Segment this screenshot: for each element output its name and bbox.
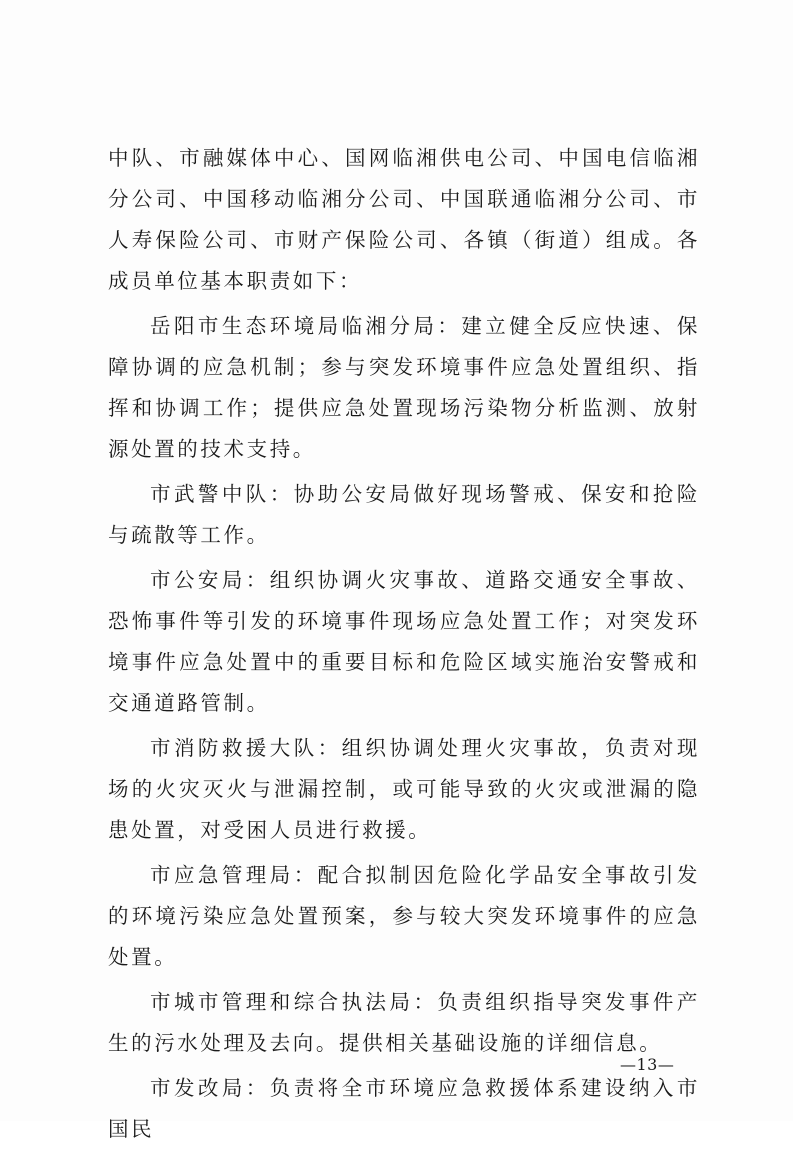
page-number: —13— [620,1055,675,1074]
paragraph-4: 市公安局：组织协调火灾事故、道路交通安全事故、恐怖事件等引发的环境事件现场应急处置工作；对突发环境事件应急处置中的重要目标和危险区域实施治安警戒和交通道路管制。 [108,568,700,715]
paragraph-6: 市应急管理局：配合拟制因危险化学品安全事故引发的环境污染应急处置预案，参与较大突发环境事件的应急处置。 [108,863,700,969]
paragraph-2: 岳阳市生态环境局临湘分局：建立健全反应快速、保障协调的应急机制；参与突发环境事件应急处置组织、指挥和协调工作；提供应急处置现场污染物分析监测、放射源处置的技术支持。 [108,314,700,461]
paragraph-3: 市武警中队：协助公安局做好现场警戒、保安和抢险与疏散等工作。 [108,482,700,547]
paragraph-7: 市城市管理和综合执法局：负责组织指导突发事件产生的污水处理及去向。提供相关基础设施的详细信息。 [108,990,700,1055]
paragraph-5: 市消防救援大队：组织协调处理火灾事故，负责对现场的火灾灭火与泄漏控制，或可能导致的火灾或泄漏的隐患处置，对受困人员进行救援。 [108,736,700,842]
paragraph-1: 中队、市融媒体中心、国网临湘供电公司、中国电信临湘分公司、中国移动临湘分公司、中国联通临湘分公司、市人寿保险公司、市财产保险公司、各镇（街道）组成。各成员单位基本职责如下： [108,146,700,293]
paragraph-8: 市发改局：负责将全市环境应急救援体系建设纳入市国民 [108,1076,700,1141]
document-body [108,138,700,1154]
